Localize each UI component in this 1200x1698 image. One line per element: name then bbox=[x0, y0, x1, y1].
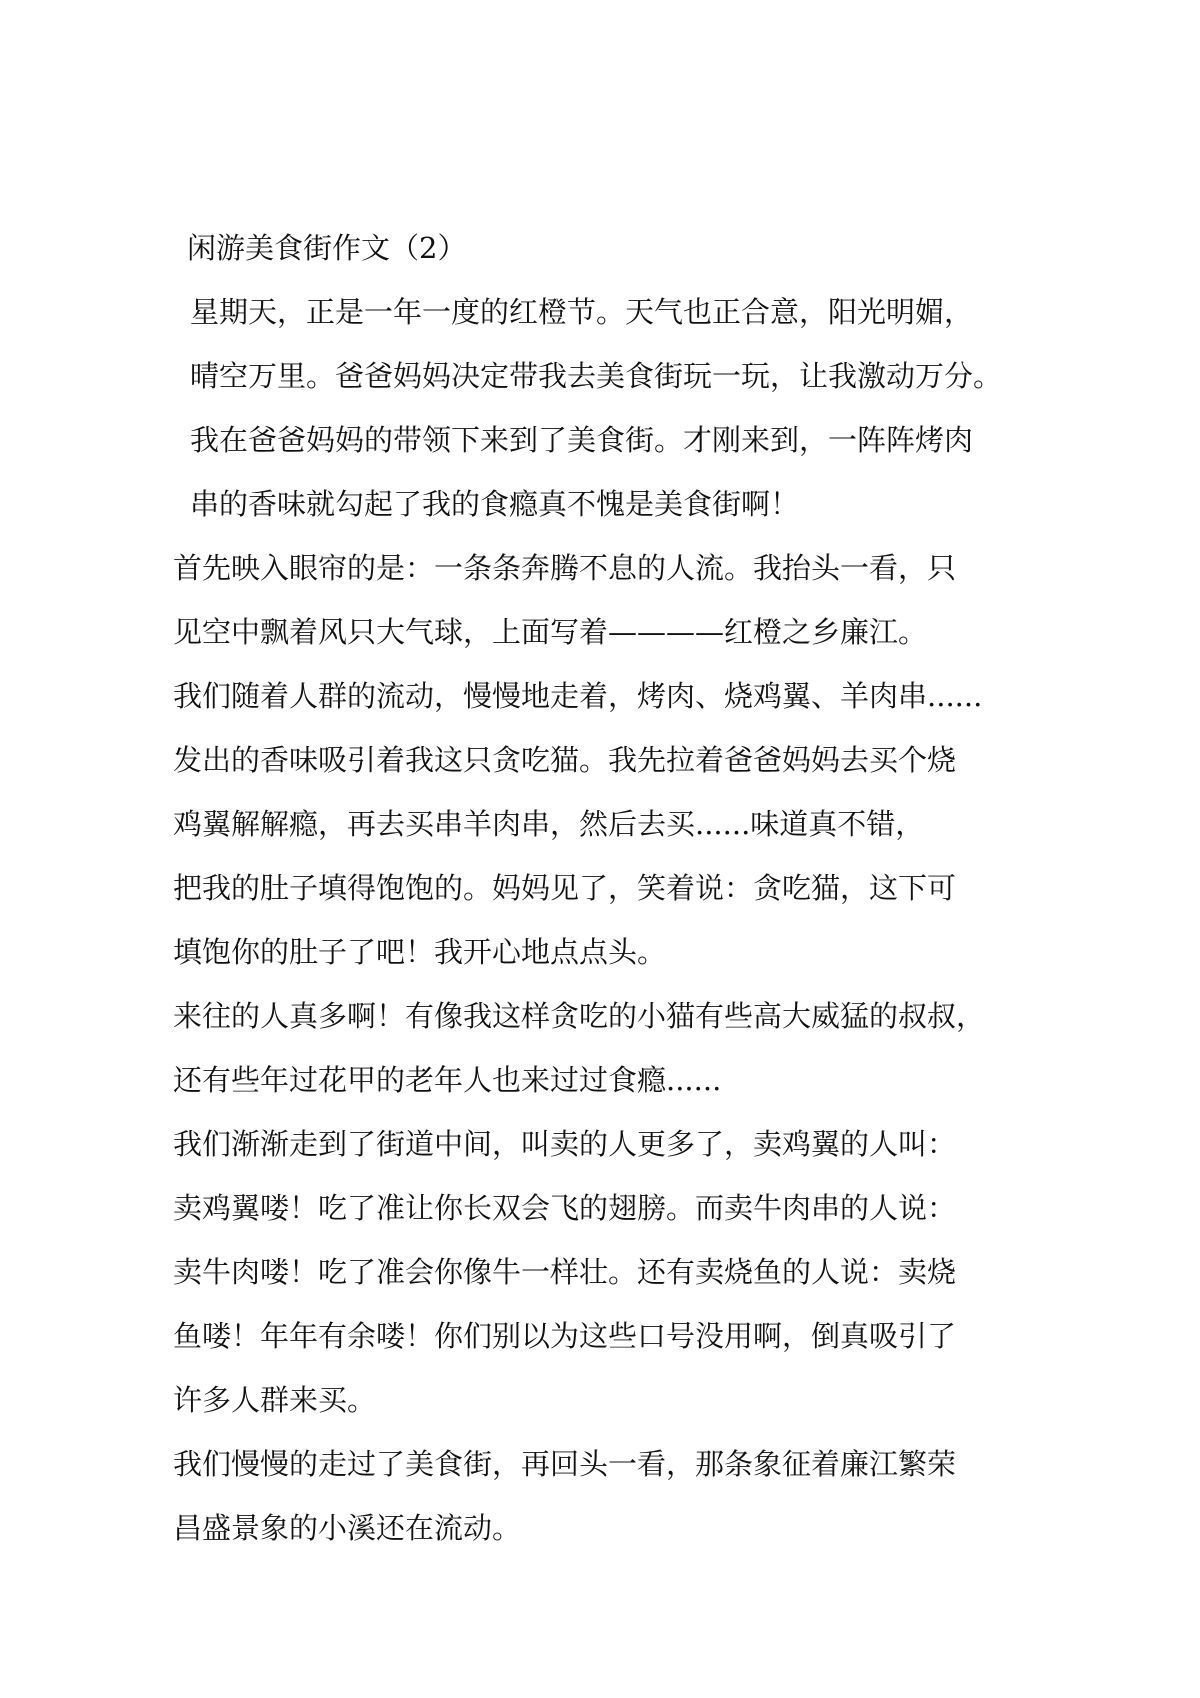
text-line: 昌盛景象的小溪还在流动。 bbox=[173, 1511, 522, 1545]
text-line: 晴空万里。爸爸妈妈决定带我去美食街玩一玩，让我激动万分。 bbox=[190, 359, 1003, 393]
paragraph-3 bbox=[173, 664, 1053, 984]
text-line: 首先映入眼帘的是：一条条奔腾不息的人流。我抬头一看，只 bbox=[173, 551, 957, 585]
text-line: 来往的人真多啊！有像我这样贪吃的小猫有些高大威猛的叔叔， bbox=[173, 999, 986, 1033]
text-line: 见空中飘着风只大气球，上面写着————红橙之乡廉江。 bbox=[173, 615, 928, 649]
text-line: 串的香味就勾起了我的食瘾真不愧是美食街啊！ bbox=[190, 487, 800, 521]
paragraph-5 bbox=[173, 1112, 1053, 1432]
text-line: 卖鸡翼喽！吃了准让你长双会飞的翅膀。而卖牛肉串的人说： bbox=[173, 1191, 957, 1225]
text-line: 我们慢慢的走过了美食街，再回头一看，那条象征着廉江繁荣 bbox=[173, 1447, 957, 1481]
document-title: 闲游美食街作文（2） bbox=[187, 231, 467, 265]
text-line: 发出的香味吸引着我这只贪吃猫。我先拉着爸爸妈妈去买个烧 bbox=[173, 743, 957, 777]
text-line: 卖牛肉喽！吃了准会你像牛一样壮。还有卖烧鱼的人说：卖烧 bbox=[173, 1255, 957, 1289]
paragraph-6 bbox=[173, 1432, 1053, 1560]
text-line: 我们渐渐走到了街道中间，叫卖的人更多了，卖鸡翼的人叫： bbox=[173, 1127, 957, 1161]
text-line: 鱼喽！年年有余喽！你们别以为这些口号没用啊，倒真吸引了 bbox=[173, 1319, 957, 1353]
paragraph-1 bbox=[173, 280, 1053, 536]
paragraph-4 bbox=[173, 984, 1053, 1112]
text-line: 还有些年过花甲的老年人也来过过食瘾...... bbox=[173, 1063, 722, 1097]
text-line: 星期天，正是一年一度的红橙节。天气也正合意，阳光明媚， bbox=[190, 295, 974, 329]
text-line: 我们随着人群的流动，慢慢地走着，烤肉、烧鸡翼、羊肉串...... bbox=[173, 679, 983, 713]
paragraph-2 bbox=[173, 536, 1053, 664]
document-body bbox=[173, 228, 1053, 1560]
text-line: 许多人群来买。 bbox=[173, 1383, 377, 1417]
text-line: 填饱你的肚子了吧！我开心地点点头。 bbox=[173, 935, 667, 969]
text-line: 鸡翼解解瘾，再去买串羊肉串，然后去买......味道真不错， bbox=[173, 807, 925, 841]
text-line: 把我的肚子填得饱饱的。妈妈见了，笑着说：贪吃猫，这下可 bbox=[173, 871, 957, 905]
text-line: 我在爸爸妈妈的带领下来到了美食街。才刚来到，一阵阵烤肉 bbox=[190, 423, 974, 457]
